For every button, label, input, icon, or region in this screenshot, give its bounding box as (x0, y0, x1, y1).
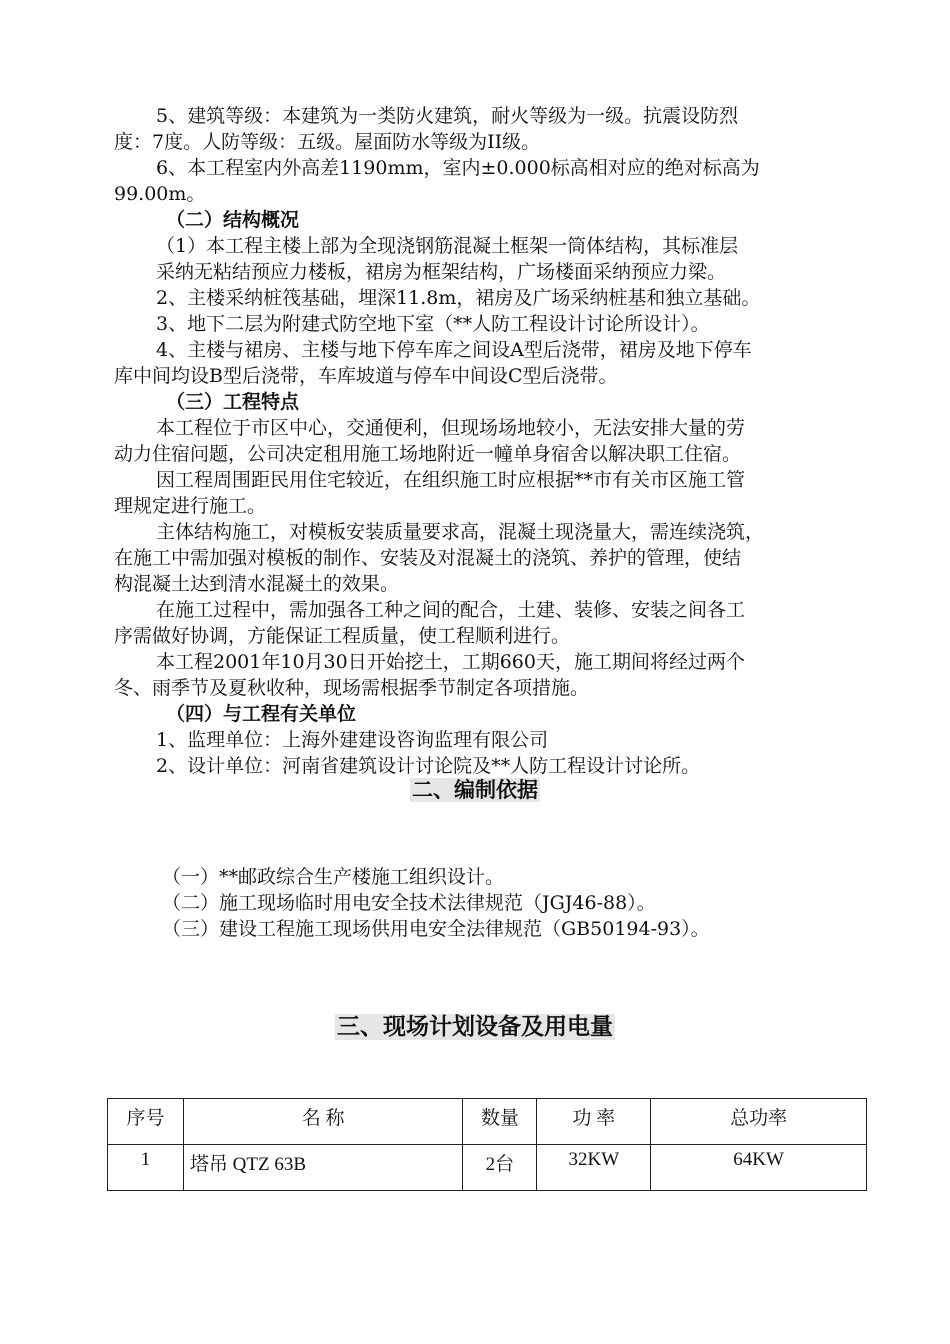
basis-item-2: （二）施工现场临时用电安全技术法律规范（JGJ46-88）。 (162, 892, 656, 914)
header-total-power: 总功率 (651, 1099, 867, 1145)
para-structure-4-line1: 4、主楼与裙房、主楼与地下停车库之间设A型后浇带，裙房及地下停车 (156, 339, 752, 361)
section-title-basis: 二、编制依据 (412, 778, 538, 802)
para-elevation-line2: 99.00m。 (114, 183, 206, 205)
equipment-table (107, 1098, 867, 1191)
basis-item-3: （三）建设工程施工现场供用电安全法律规范（GB50194-93）。 (162, 918, 710, 940)
para-structure-4-line2: 库中间均设B型后浇带，车库坡道与停车中间设C型后浇带。 (114, 365, 618, 387)
basis-item-1: （一）**邮政综合生产楼施工组织设计。 (162, 866, 505, 888)
para-structure-3: 3、地下二层为附建式防空地下室（**人防工程设计讨论所设计）。 (156, 313, 710, 335)
para-feature-4-line2: 序需做好协调，方能保证工程质量，使工程顺利进行。 (114, 625, 571, 647)
cell-total-power: 64KW (651, 1145, 867, 1191)
para-building-grade-line2: 度：7度。人防等级：五级。屋面防水等级为II级。 (114, 131, 541, 153)
heading-related-units: （四）与工程有关单位 (166, 703, 357, 725)
table-row (108, 1145, 867, 1191)
heading-project-features: （三）工程特点 (166, 391, 300, 413)
para-structure-1-line1: （1）本工程主楼上部为全现浇钢筋混凝土框架一筒体结构，其标准层 (156, 235, 739, 257)
para-structure-2: 2、主楼采纳桩筏基础，埋深11.8m，裙房及广场采纳桩基和独立基础。 (156, 287, 761, 309)
para-feature-1-line1: 本工程位于市区中心，交通便利，但现场场地较小，无法安排大量的劳 (156, 417, 746, 439)
para-feature-3-line2: 在施工中需加强对模板的制作、安装及对混凝土的浇筑、养护的管理，使结 (114, 547, 742, 569)
para-feature-3-line3: 构混凝土达到清水混凝土的效果。 (114, 573, 400, 595)
cell-name: 塔吊 QTZ 63B (183, 1145, 463, 1191)
section-title-equipment: 三、现场计划设备及用电量 (337, 1014, 613, 1040)
para-feature-5-line2: 冬、雨季节及夏秋收种，现场需根据季节制定各项措施。 (114, 677, 590, 699)
header-index: 序号 (108, 1099, 184, 1145)
header-quantity: 数量 (463, 1099, 537, 1145)
header-name: 名 称 (183, 1099, 463, 1145)
para-design-unit: 2、设计单位：河南省建筑设计讨论院及**人防工程设计讨论所。 (156, 755, 701, 777)
para-feature-2-line2: 理规定进行施工。 (114, 495, 267, 517)
para-building-grade-line1: 5、建筑等级：本建筑为一类防火建筑，耐火等级为一级。抗震设防烈 (156, 105, 739, 127)
para-feature-5-line1: 本工程2001年10月30日开始挖土，工期660天，施工期间将经过两个 (156, 651, 745, 673)
para-feature-3-line1: 主体结构施工，对模板安装质量要求高，混凝土现浇量大，需连续浇筑， (156, 521, 765, 543)
cell-power: 32KW (537, 1145, 651, 1191)
para-feature-2-line1: 因工程周围距民用住宅较近，在组织施工时应根据**市有关市区施工管 (156, 469, 746, 491)
cell-index: 1 (108, 1145, 184, 1191)
para-feature-4-line1: 在施工过程中，需加强各工种之间的配合，土建、装修、安装之间各工 (156, 599, 746, 621)
para-structure-1-line2: 采纳无粘结预应力楼板，裙房为框架结构，广场楼面采纳预应力梁。 (156, 261, 727, 283)
header-power: 功 率 (537, 1099, 651, 1145)
cell-quantity: 2台 (463, 1145, 537, 1191)
para-feature-1-line2: 动力住宿问题，公司决定租用施工场地附近一幢单身宿舍以解决职工住宿。 (114, 443, 742, 465)
heading-structure-overview: （二）结构概况 (166, 209, 300, 231)
para-elevation-line1: 6、本工程室内外高差1190mm，室内±0.000标高相对应的绝对标高为 (156, 157, 760, 179)
table-header-row (108, 1099, 867, 1145)
para-supervision-unit: 1、监理单位：上海外建建设咨询监理有限公司 (156, 729, 549, 751)
